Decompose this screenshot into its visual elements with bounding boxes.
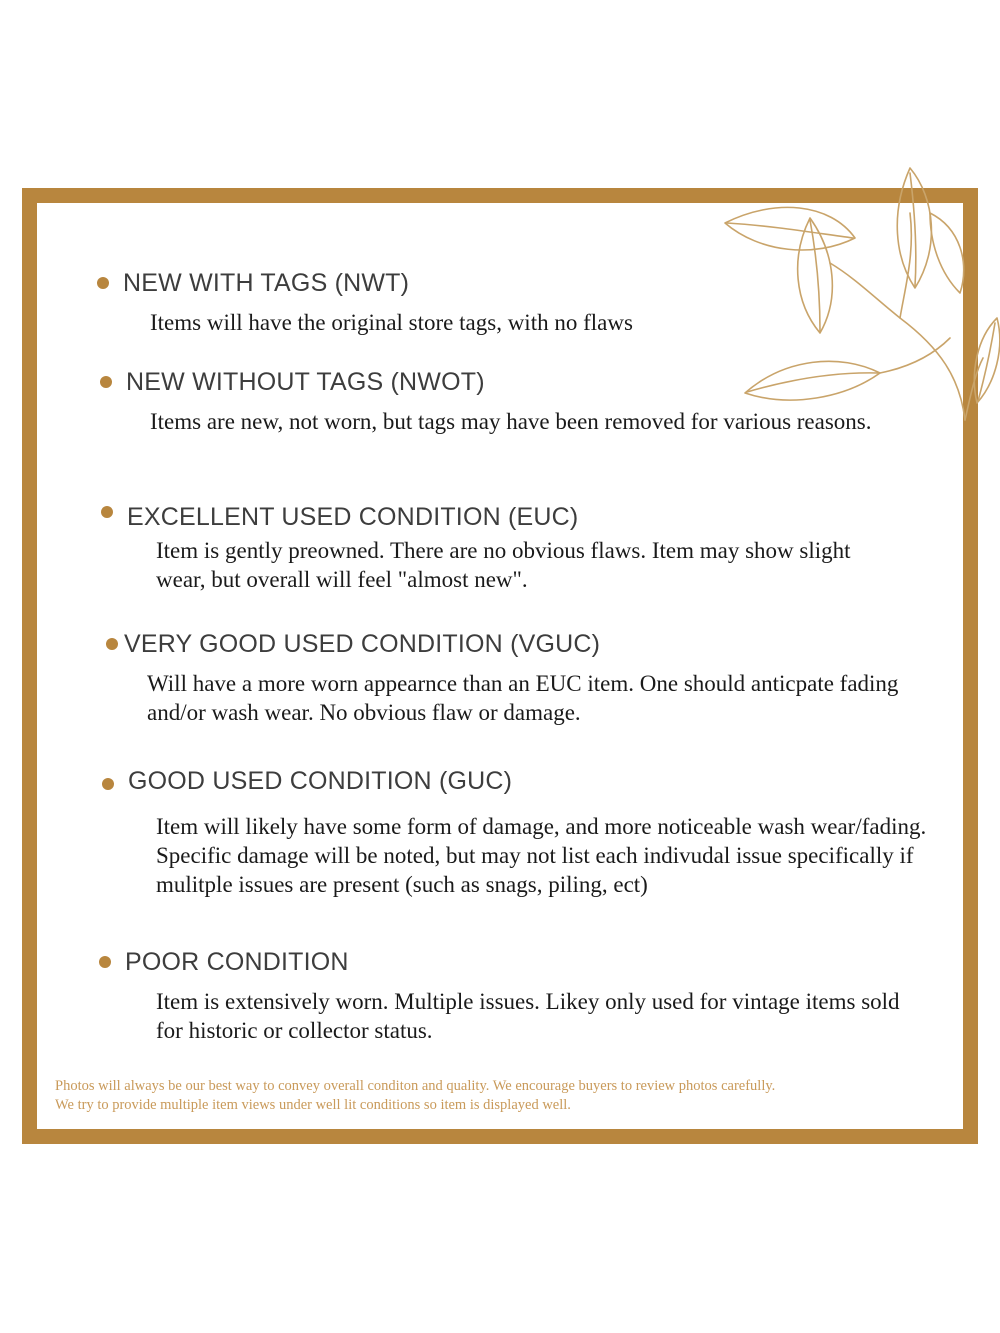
bullet-icon bbox=[97, 277, 109, 289]
condition-guc bbox=[102, 766, 931, 899]
condition-title: EXCELLENT USED CONDITION (EUC) bbox=[127, 503, 579, 531]
condition-title: NEW WITH TAGS (NWT) bbox=[123, 269, 410, 297]
condition-nwot bbox=[100, 367, 900, 436]
footnote-line-2: We try to provide multiple item views under well lit conditions so item is displayed well. bbox=[55, 1097, 571, 1113]
condition-poor bbox=[99, 947, 916, 1045]
condition-title: POOR CONDITION bbox=[125, 948, 349, 976]
condition-description: Will have a more worn appearnce than an EUC item. One should anticpate fading and/or wash wear. No obvious flaw or damage. bbox=[147, 671, 899, 725]
condition-euc bbox=[101, 502, 901, 594]
condition-nwt bbox=[97, 268, 890, 337]
footnote-line-1: Photos will always be our best way to convey overall conditon and quality. We encourage buyers to review photos carefully. bbox=[55, 1078, 776, 1094]
bullet-icon bbox=[99, 956, 111, 968]
condition-description: Item is gently preowned. There are no obvious flaws. Item may show slight wear, but overall will feel "almost new". bbox=[156, 538, 851, 592]
condition-description: Items are new, not worn, but tags may have been removed for various reasons. bbox=[150, 409, 872, 434]
condition-description: Item is extensively worn. Multiple issues. Likey only used for vintage items sold for historic or collector status. bbox=[156, 989, 900, 1043]
bullet-icon bbox=[100, 376, 112, 388]
footnote bbox=[55, 1077, 935, 1115]
condition-title: VERY GOOD USED CONDITION (VGUC) bbox=[124, 630, 601, 658]
condition-description: Item will likely have some form of damage, and more noticeable wash wear/fading. Specific damage will be noted, but may not list each indivudal issue specifically if mulitple issues are present (such as snags, piling, ect) bbox=[156, 814, 927, 897]
condition-vguc bbox=[106, 629, 947, 727]
condition-title: GOOD USED CONDITION (GUC) bbox=[128, 767, 513, 795]
condition-description: Items will have the original store tags, with no flaws bbox=[150, 310, 633, 335]
bullet-icon bbox=[101, 506, 113, 518]
bullet-icon bbox=[106, 638, 118, 650]
bullet-icon bbox=[102, 778, 114, 790]
condition-title: NEW WITHOUT TAGS (NWOT) bbox=[126, 368, 485, 396]
